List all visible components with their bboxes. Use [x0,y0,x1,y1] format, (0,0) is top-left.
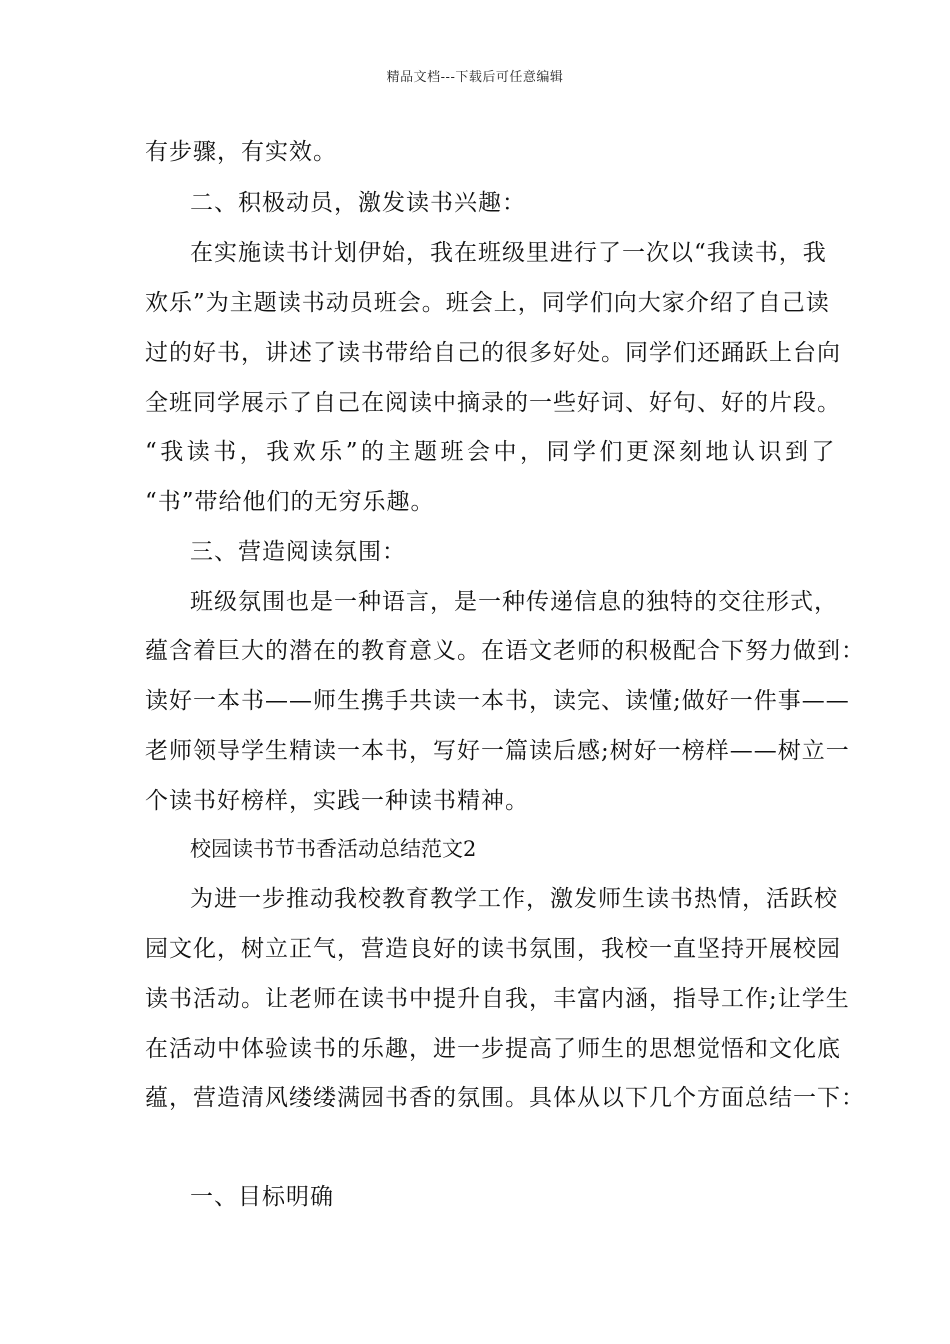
paragraph-line: 老师领导学生精读一本书，写好一篇读后感;树好一榜样——树立一 [145,738,850,764]
section-heading: 三、营造阅读氛围： [190,539,406,565]
paragraph-line: 欢乐”为主题读书动员班会。班会上，同学们向大家介绍了自己读 [145,290,830,316]
paragraph-line: 读书活动。让老师在读书中提升自我，丰富内涵，指导工作;让学生 [145,986,850,1012]
paragraph-line: 个读书好榜样，实践一种读书精神。 [145,788,529,814]
paragraph-line: “书”带给他们的无穷乐趣。 [145,489,435,515]
article-title: 校园读书节书香活动总结范文2 [190,837,477,861]
paragraph-line: 在活动中体验读书的乐趣，进一步提高了师生的思想觉悟和文化底 [145,1036,841,1062]
section-heading: 一、目标明确 [190,1184,334,1210]
paragraph-line: 园文化，树立正气，营造良好的读书氛围，我校一直坚持开展校园 [145,936,841,962]
page-header: 精品文档---下载后可任意编辑 [386,70,564,85]
paragraph-line: 为进一步推动我校教育教学工作，激发师生读书热情，活跃校 [190,886,838,912]
paragraph-line: 读好一本书——师生携手共读一本书，读完、读懂;做好一件事—— [145,688,850,714]
paragraph-line: “我读书，我欢乐”的主题班会中，同学们更深刻地认识到了 [145,439,839,465]
paragraph-line: 蕴含着巨大的潜在的教育意义。在语文老师的积极配合下努力做到： [145,638,865,664]
paragraph-line: 在实施读书计划伊始，我在班级里进行了一次以“我读书，我 [190,240,827,266]
paragraph-line: 蕴，营造清风缕缕满园书香的氛围。具体从以下几个方面总结一下： [145,1085,865,1111]
paragraph-line: 全班同学展示了自己在阅读中摘录的一些好词、好句、好的片段。 [145,390,841,416]
section-heading: 二、积极动员，激发读书兴趣： [190,190,526,216]
paragraph-line: 有步骤，有实效。 [145,139,337,165]
paragraph-line: 过的好书，讲述了读书带给自己的很多好处。同学们还踊跃上台向 [145,340,841,366]
paragraph-line: 班级氛围也是一种语言，是一种传递信息的独特的交往形式， [190,589,838,615]
